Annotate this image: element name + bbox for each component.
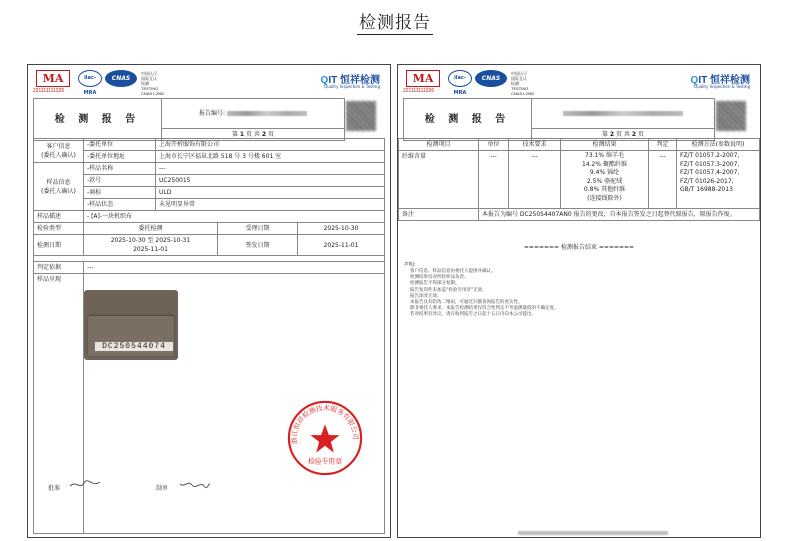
column-header: 判定 xyxy=(649,139,677,151)
qit-logo: QIT 恒祥检测 xyxy=(320,75,380,86)
client-address-label: -委托单位地址 xyxy=(84,151,156,163)
cnas-logo: CNAS xyxy=(105,70,137,87)
issue-date-label: 签发日期 xyxy=(218,235,298,256)
ma-logo: MA xyxy=(406,70,440,87)
test-type-label: 检验类型 xyxy=(34,223,84,235)
client-address: 上海市长宁区福泉北路 518 号 3 号楼 601 室 xyxy=(156,151,385,163)
sample-name: --- xyxy=(156,163,385,175)
report-header xyxy=(28,65,390,95)
inspection-seal-stamp xyxy=(286,399,364,477)
report-number-cell xyxy=(532,99,715,129)
brand-label: -商标 xyxy=(84,187,156,199)
cnas-logo: CNAS xyxy=(475,70,507,87)
ilac-mra-logo: ilac-MRA xyxy=(78,70,102,87)
column-header: 检测方法(参数说明) xyxy=(677,139,760,151)
qr-code xyxy=(346,101,376,131)
test-date-label: 检测日期 xyxy=(34,235,84,256)
test-unit: --- xyxy=(479,151,509,209)
style-number-label: -款号 xyxy=(84,175,156,187)
report-header-table xyxy=(403,98,715,141)
svg-text:浙江恒祥检测技术服务有限公司: 浙江恒祥检测技术服务有限公司 xyxy=(290,404,360,445)
page-count: 第 2 页 共 2 页 xyxy=(532,129,715,141)
test-results: 73.1% 绵羊毛 14.2% 聚酯纤维 9.4% 锦纶 2.5% 骆驼绒 0.8% 其他纤维 (连接线除外) xyxy=(561,151,649,209)
maker-label: 制单 xyxy=(156,485,169,492)
qit-logo: QIT 恒祥检测 xyxy=(690,75,750,86)
brand: ULD xyxy=(156,187,385,199)
test-type: 委托检测 xyxy=(84,223,218,235)
page-count: 第 1 页 共 2 页 xyxy=(162,129,345,141)
accept-date-label: 受理日期 xyxy=(218,223,298,235)
client-unit: 上海开析服饰有限公司 xyxy=(156,139,385,151)
report-title: 检 测 报 告 xyxy=(404,99,532,141)
svg-text:检验专用章: 检验专用章 xyxy=(307,457,343,466)
column-header: 检测结果 xyxy=(561,139,649,151)
footer-redacted xyxy=(518,531,668,535)
judgement-basis: --- xyxy=(84,262,385,274)
page-title: 检测报告 xyxy=(359,13,431,33)
remark-label: 备注 xyxy=(399,209,479,221)
report-number-redacted xyxy=(227,111,307,116)
ilac-mra-logo: ilac-MRA xyxy=(448,70,472,87)
test-date: 2025-10-30 至 2025-10-31 2025-11-01 xyxy=(84,235,218,256)
sample-photo-label: 样品呈现 xyxy=(34,274,84,534)
sample-state: 未见明显异常 xyxy=(156,199,385,211)
accept-date: 2025-10-30 xyxy=(298,223,385,235)
test-item: 纤维含量 xyxy=(399,151,479,209)
ma-logo: MA xyxy=(36,70,70,87)
cnas-accreditation-text: 中国认可 国际互认 检测 TESTING CNAS L2952 xyxy=(511,71,535,96)
cnas-accreditation-text: 中国认可 国际互认 检测 TESTING CNAS L2952 xyxy=(141,71,165,96)
ma-number: 221111111326 xyxy=(403,88,435,94)
client-section-label: 客户信息 (委托人确认) xyxy=(34,139,84,163)
report-end-line: ======= 检测报告结束 ======= xyxy=(523,244,635,251)
statement-notes: 客户信息、样品信息由委托人提供并确认。 检测结果仅对所检样品负责。 检测报告不得部分复制。 报告复印件未加盖“检验专用章”无效。 报告涂改无效。 本报告具有防伪二维码，可通过扫描查询报告的真实性。 除非委托人要求，本报告检测结果仅符合性判定不考虑测量值的不确定度。 若对结果有异议，请在收到报告之日起十五日内向本公司提出。 xyxy=(410,269,559,318)
ma-number: 221111111326 xyxy=(33,88,65,94)
test-results-table xyxy=(398,138,760,221)
sample-name-label: -样品名称 xyxy=(84,163,156,175)
test-judgement: --- xyxy=(649,151,677,209)
issue-date: 2025-11-01 xyxy=(298,235,385,256)
report-title: 检 测 报 告 xyxy=(34,99,162,141)
column-header: 检测项目 xyxy=(399,139,479,151)
judgement-basis-label: 判定依据 xyxy=(34,262,84,274)
sample-section-label: 样品信息 (委托人确认) xyxy=(34,163,84,211)
test-methods: FZ/T 01057.2-2007, FZ/T 01057.3-2007, FZ/T 01057.4-2007, FZ/T 01026-2017, GB/T 16988-2013 xyxy=(677,151,760,209)
report-number-cell: 报告编号: xyxy=(162,99,345,129)
remark: 本报告为编号 DC25054407AN0 报告的更改，自本报告签发之日起替代原报告，原报告作废。 xyxy=(479,209,760,221)
notes-title: 声明: xyxy=(404,262,416,268)
sample-code-label: DC250544074 xyxy=(94,341,174,352)
report-number-redacted xyxy=(563,111,683,116)
report-header xyxy=(398,65,760,95)
report-page-1 xyxy=(27,64,391,538)
page-title-underline xyxy=(357,34,433,35)
sample-description-label: 样品描述 xyxy=(34,211,84,223)
approve-label: 批准 xyxy=(48,485,61,492)
report-page-2 xyxy=(397,64,761,538)
qit-tagline: Quality Inspection & Testing xyxy=(694,84,750,89)
sample-state-label: -样品状态 xyxy=(84,199,156,211)
report-header-table xyxy=(33,98,345,141)
approver-signature xyxy=(68,478,102,490)
sample-description: - [A]-一块机织布 xyxy=(84,211,385,223)
column-header: 单位 xyxy=(479,139,509,151)
maker-signature xyxy=(178,478,212,490)
column-header: 技术要求 xyxy=(509,139,561,151)
test-requirement: --- xyxy=(509,151,561,209)
client-unit-label: -委托单位 xyxy=(84,139,156,151)
style-number: UC250015 xyxy=(156,175,385,187)
qit-tagline: Quality Inspection & Testing xyxy=(324,84,380,89)
qr-code xyxy=(716,101,746,131)
